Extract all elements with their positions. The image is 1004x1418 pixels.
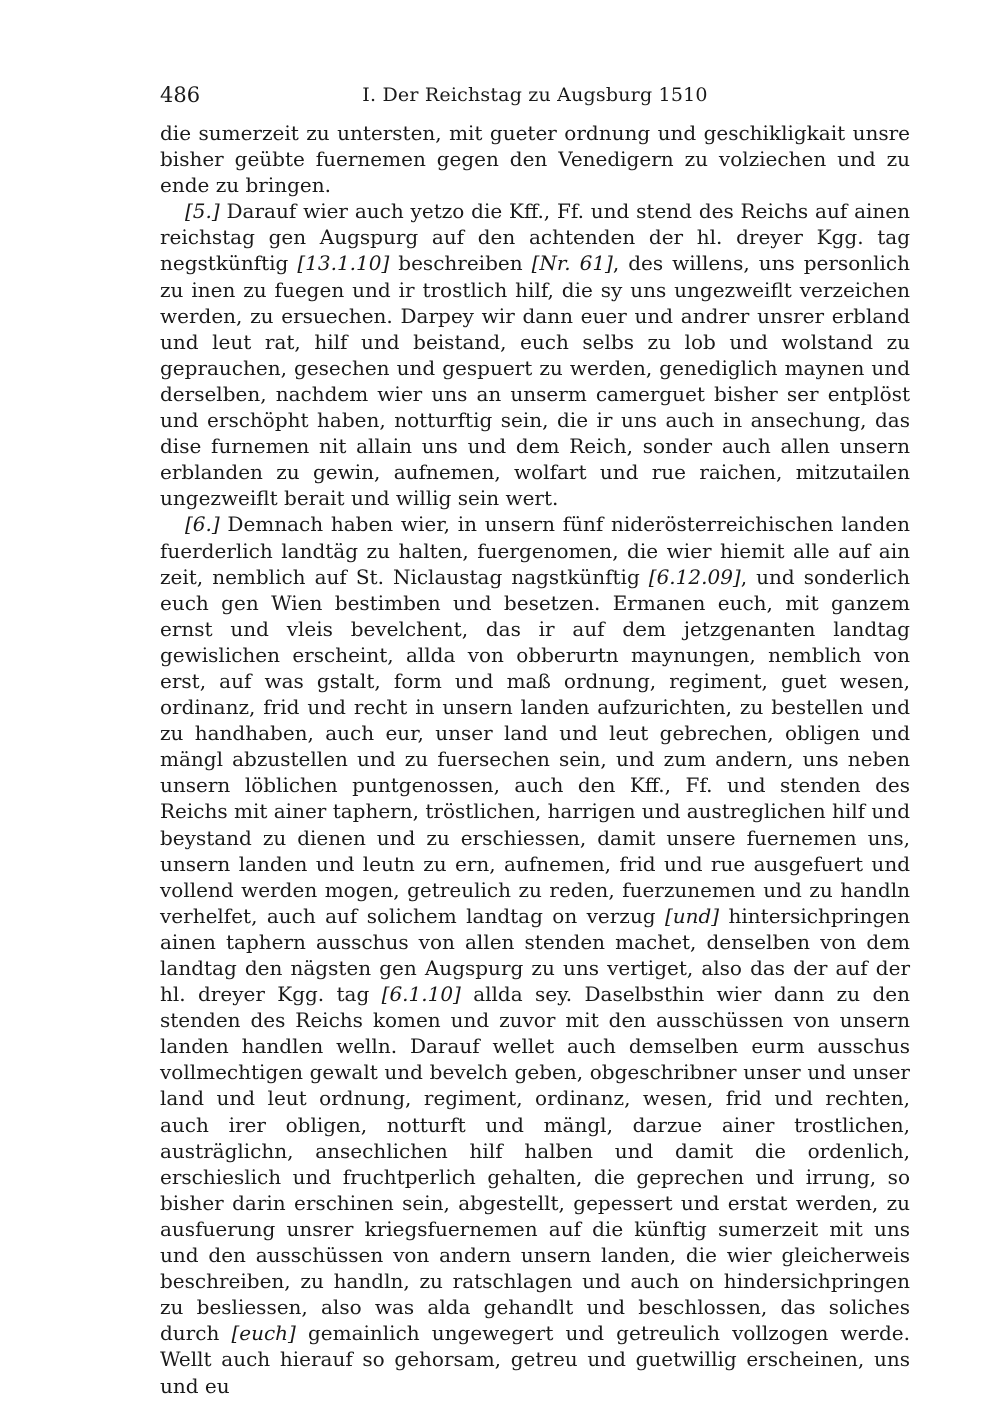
text-segment: , des willens, uns personlich zu inen zu fuegen und ir trostlich hilf, die sy uns ungezweiflt verzeichen werden, zu ersuechen. Darpey wir dann euer und andrer unsrer erbland und leut rat, hilf und beistand, euch selbs zu lob und wolstand zu geprauchen, gesechen und gespuert zu werden, genediglich maynen und derselben, nachdem wier uns an unserm camerguet bisher ser entplöst und erschöpht haben, notturftig sein, die ir uns auch in ansechung, das dise furnemen nit allain uns und dem Reich, sonder auch allen unsern erblanden zu gewin, aufnemen, wolfart und rue raichen, mitzutailen ungezweiflt berait und willig sein wert. (160, 251, 910, 511)
editorial-annotation: [und] (664, 903, 720, 928)
running-title: I. Der Reichstag zu Augsburg 1510 (362, 84, 708, 106)
text-segment: Darauf wier auch yetzo die Kff., Ff. und stend des Reichs auf ainen reichstag gen Augspurg auf den achtenden der hl. dreyer Kgg. tag negstkünftig (160, 199, 910, 276)
editorial-annotation: [6.] (185, 512, 220, 537)
editorial-annotation: [5.] (185, 199, 220, 224)
editorial-annotation: [13.1.10] (297, 251, 390, 276)
text-segment: allda sey. Daselbsthin wier dann zu den stenden des Reichs komen und zuvor mit den ausschüssen von unsern landen handlen welln. Darauf wellet auch demselben eurm ausschus vollmechtigen gewalt und bevelch geben, obgeschribner unser und unser land und leut ordnung, regiment, ordinanz, wesen, frid und rechten, auch irer obligen, notturft und mängl, darzue ainer trostlichen, austräglichn, ansechlichen hilf halben und damit die ordenlich, erschieslich und fruchtperlich gehalten, die geprechen und irrung, so bisher darin erschinen sein, abgestellt, gepessert und erstat werden, zu ausfuerung unsrer kriegsfuernemen auf die künftig sumerzeit mit uns und den ausschüssen von andern unsern landen, die wier gleicherweis beschreiben, zu handln, zu ratschlagen und auch on hindersichpringen zu besliessen, also was alda gehandlt und beschlossen, das soliches durch (160, 982, 910, 1346)
text-segment: Demnach haben wier, in unsern fünf niderösterreichischen landen fuerderlich landtäg zu halten, fuergenomen, die wier hiemit alle auf ain zeit, nemblich auf St. Niclaustag nagstkünftig (160, 512, 910, 589)
editorial-annotation: [Nr. 61] (531, 251, 613, 276)
continuation-paragraph (160, 120, 910, 198)
editorial-annotation: [6.1.10] (381, 982, 461, 1007)
body-paragraph (160, 511, 910, 1398)
page-number: 486 (160, 83, 201, 107)
text-segment: die sumerzeit zu untersten, mit gueter ordnung und geschikligkait unsre bisher geübte fuernemen gegen den Venedigern zu volziechen und zu ende zu bringen. (160, 121, 910, 198)
editorial-annotation: [6.12.09] (648, 564, 741, 589)
body-paragraph (160, 198, 910, 511)
page-header (160, 80, 910, 110)
text-segment: gemainlich ungewegert und getreulich vollzogen werde. Wellt auch hierauf so gehorsam, getreu und guetwillig erscheinen, uns und eu (160, 1321, 910, 1398)
document-body (160, 120, 910, 1399)
text-segment: , und sonderlich euch gen Wien bestimben und besetzen. Ermanen euch, mit ganzem ernst und vleis bevelchent, das ir auf dem jetzgenanten landtag gewislichen erscheint, allda von obberurtn maynungen, nemblich von erst, auf was gstalt, form und maß ordnung, regiment, guet wesen, ordinanz, frid und recht in unsern landen aufzurichten, zu bestellen und zu handhaben, auch eur, unser land und leut gebrechen, obligen und mängl abzustellen und zu fuersechen sein, und zum andern, uns neben unsern löblichen puntgenossen, auch den Kff., Ff. und stenden des Reichs mit ainer taphern, tröstlichen, harrigen und austreglichen hilf und beystand zu dienen und zu erschiessen, damit unsere fuernemen uns, unsern landen und leutn zu ern, aufnemen, frid und rue ausgefuert und vollend werden mogen, getreulich zu reden, fuerzunemen und zu handln verhelfet, auch auf solichem landtag on verzug (160, 564, 910, 928)
editorial-annotation: [euch] (231, 1321, 296, 1346)
text-segment: beschreiben (389, 251, 532, 276)
text-segment: hintersichpringen ainen taphern ausschus von allen stenden machet, denselben von dem landtag den nägsten gen Augspurg zu uns vertiget, also das der auf der hl. dreyer Kgg. tag (160, 903, 911, 1007)
